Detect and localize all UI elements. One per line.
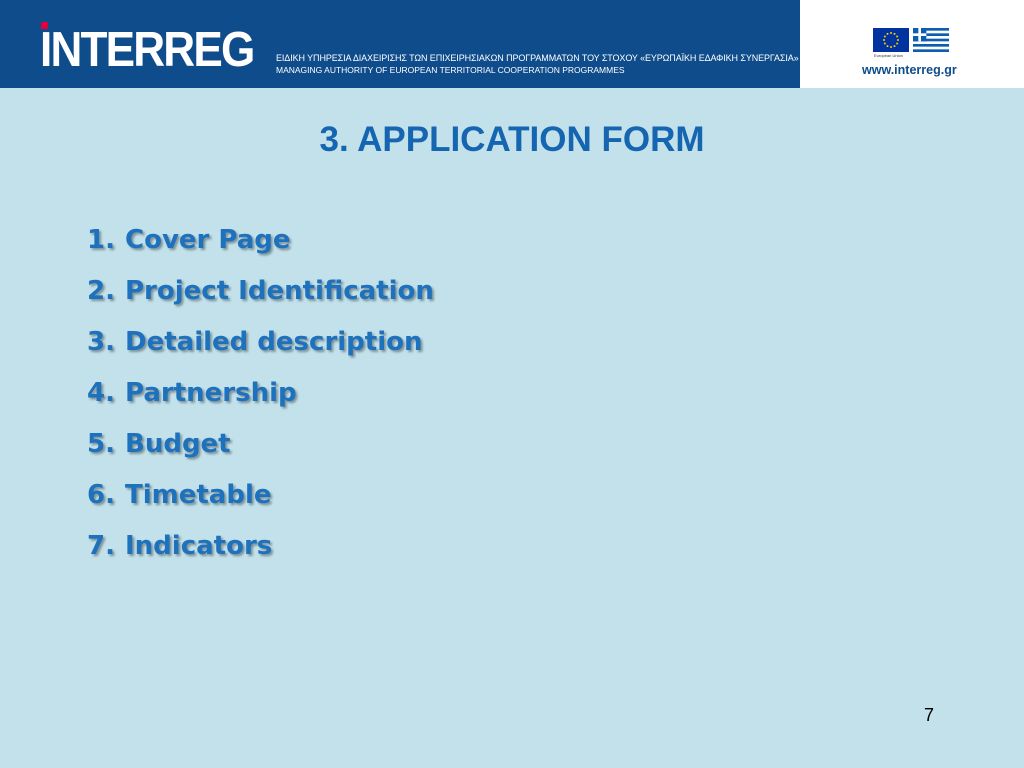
item-label: Cover Page (125, 225, 291, 255)
interreg-logo (40, 20, 254, 77)
item-label: Partnership (125, 378, 297, 408)
item-label: Indicators (125, 531, 273, 561)
item-number: 1. (87, 225, 115, 255)
item-label: Budget (125, 429, 231, 459)
item-label: Project Identification (125, 276, 434, 306)
application-form-sections-list (87, 220, 434, 577)
authority-greek-text: ΕΙΔΙΚΗ ΥΠΗΡΕΣΙΑ ΔΙΑΧΕΙΡΙΣΗΣ ΤΩΝ ΕΠΙΧΕΙΡΗΣΙΑΚΩΝ ΠΡΟΓΡΑΜΜΑΤΩΝ ΤΟΥ ΣΤΟΧΟΥ «ΕΥΡΩΠΑΪΚΗ ΕΔΑΦΙΚΗ ΣΥΝΕΡΓΑΣΙΑ» (276, 53, 799, 63)
header-banner (0, 0, 800, 88)
item-number: 5. (87, 429, 115, 459)
item-label: Timetable (125, 480, 272, 510)
website-link[interactable]: www.interreg.gr (862, 63, 957, 77)
list-item (87, 373, 434, 424)
list-item (87, 220, 434, 271)
item-number: 4. (87, 378, 115, 408)
item-number: 7. (87, 531, 115, 561)
eu-flag-icon (873, 28, 909, 52)
authority-english-text: MANAGING AUTHORITY OF EUROPEAN TERRITORIAL COOPERATION PROGRAMMES (276, 65, 625, 75)
list-item (87, 424, 434, 475)
item-number: 6. (87, 480, 115, 510)
eu-caption: European Union (874, 53, 903, 58)
item-number: 2. (87, 276, 115, 306)
list-item (87, 526, 434, 577)
item-number: 3. (87, 327, 115, 357)
item-label: Detailed description (125, 327, 423, 357)
list-item (87, 322, 434, 373)
page-number: 7 (924, 705, 935, 725)
list-item (87, 475, 434, 526)
logo-text: INTERREG (40, 23, 254, 77)
slide-title: 3. APPLICATION FORM (319, 120, 705, 159)
header-logos-panel (800, 0, 1024, 88)
greek-flag-icon (913, 28, 949, 52)
list-item (87, 271, 434, 322)
